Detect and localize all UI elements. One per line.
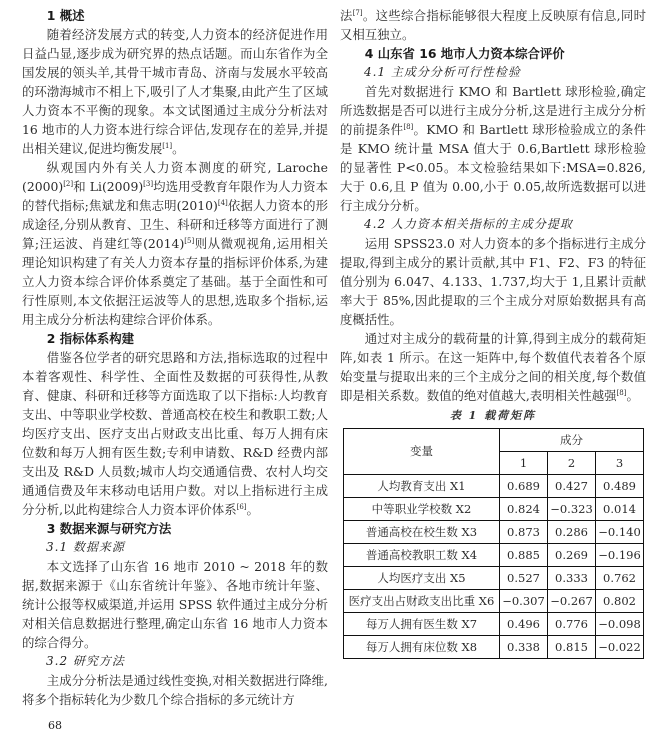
citation: [1]	[162, 141, 173, 150]
section-2-paragraph-1	[22, 348, 328, 519]
text: 。KMO 和 Bartlett 球形检验成立的条件是 KMO 统计量 MSA 值大于 0.6,Bartlett 球形检验的显著性 P<0.05。本文检验结果如下:MSA=0.826,大于 0.6,且 P 值为 0.00,小于 0.05,故所选数据可以进行主成分分析。	[340, 122, 646, 213]
text: 纵观国内外有关人力资本测度的研究, Laroche (2000)	[22, 160, 328, 194]
section-2-heading: 2 指标体系构建	[46, 331, 135, 346]
cell-component-3: −0.022	[596, 636, 644, 659]
cell-component-1: 0.885	[500, 544, 548, 567]
text: 通过对主成分的载荷量的计算,得到主成分的载荷矩阵,如表 1 所示。在这一矩阵中,每个数值代表着各个原始变量与提取出来的三个主成分之间的相关度,每个数值即是相关系数。数值的绝对值越大,表明相关性越强	[340, 331, 646, 403]
cell-component-3: 0.489	[596, 475, 644, 498]
text: 则从微观视角,运用相关理论知识构建了有关人力资本存量的指标评价体系,为建立人力资本综合评价体系奠定了基础。基于全面性和可行性原则,本文依据汪运波等人的思想,选取多个指标,运用主成分分析法构建综合评价体系。	[22, 236, 328, 327]
table-row	[344, 498, 644, 521]
cell-component-2: 0.776	[548, 613, 596, 636]
cell-component-2: 0.333	[548, 567, 596, 590]
cell-variable: 中等职业学校数 X2	[344, 498, 500, 521]
table-row	[344, 613, 644, 636]
table-caption: 表 1 载荷矩阵	[449, 409, 537, 422]
cell-variable: 每万人拥有床位数 X8	[344, 636, 500, 659]
citation: [2]	[63, 179, 74, 188]
header-component-1: 1	[500, 452, 548, 475]
section-4-2-paragraph-1: 运用 SPSS23.0 对人力资本的多个指标进行主成分提取,得到主成分的累计贡献,其中 F1、F2、F3 的特征值分别为 6.047、4.133、1.737,均大于 1,且累计贡献率大于 85%,因此提取的三个主成分对原始数据具有高度概括性。	[340, 236, 646, 327]
table-row	[344, 544, 644, 567]
table-row	[344, 567, 644, 590]
section-1-heading: 1 概述	[46, 8, 85, 23]
section-3-1-paragraph: 本文选择了山东省 16 地市 2010 ~ 2018 年的数据,数据来源于《山东省统计年鉴》、各地市统计年鉴、统计公报等权威渠道,并运用 SPSS 软件通过主成分分析对相关信息数据进行整理,确定山东省 16 地市人力资本的综合得分。	[22, 559, 328, 650]
cell-component-3: 0.014	[596, 498, 644, 521]
citation: [3]	[143, 179, 154, 188]
cell-component-3: −0.140	[596, 521, 644, 544]
cell-component-1: 0.496	[500, 613, 548, 636]
text: 。	[626, 388, 639, 403]
loading-matrix-table	[343, 428, 644, 659]
section-4-1-heading: 4.1 主成分分析可行性检验	[364, 65, 521, 79]
cell-variable: 人均教育支出 X1	[344, 475, 500, 498]
citation: [6]	[236, 502, 247, 511]
cell-component-2: 0.269	[548, 544, 596, 567]
section-4-2-heading: 4.2 人力资本相关指标的主成分提取	[364, 217, 573, 231]
table-row	[344, 636, 644, 659]
header-component-3: 3	[596, 452, 644, 475]
cell-variable: 普通高校在校生数 X3	[344, 521, 500, 544]
text: 借鉴各位学者的研究思路和方法,指标选取的过程中本着客观性、科学性、全面性及数据的可获得性,从教育、健康、科研和迁移等方面选取了以下指标:人均教育支出、中等职业学校数、普通高校在校生和教职工数;人均医疗支出、医疗支出占财政支出比重、每万人拥有床位数和每万人拥有医生数;专利申请数、R&D 经费内部支出及 R&D 人员数;城市人均交通通信费、农村人均交通通信费及年末移动电话用户数。对以上指标进行主成分分析,以此构建综合人力资本评价体系	[22, 350, 328, 517]
text: 。	[172, 141, 185, 156]
table-body	[344, 475, 644, 659]
cell-variable: 普通高校教职工数 X4	[344, 544, 500, 567]
cell-component-3: −0.098	[596, 613, 644, 636]
table-row	[344, 590, 644, 613]
section-1-paragraph-1	[22, 25, 328, 158]
section-3-2-heading: 3.2 研究方法	[46, 654, 125, 668]
cell-component-2: −0.323	[548, 498, 596, 521]
header-variable: 变量	[344, 429, 500, 475]
section-3-2-paragraph: 主成分分析法是通过线性变换,对相关数据进行降维,将多个指标转化为少数几个综合指标的多元统计方	[22, 673, 328, 707]
table-row	[344, 475, 644, 498]
cell-component-2: 0.815	[548, 636, 596, 659]
section-4-2-paragraph-2	[340, 329, 646, 405]
header-component: 成分	[500, 429, 644, 452]
citation: [8]	[616, 388, 627, 397]
text: 。这些综合指标能够很大程度上反映原有信息,同时又相互独立。	[340, 8, 647, 42]
table-header-row	[344, 429, 644, 452]
citation: [5]	[184, 236, 195, 245]
text: 和 Li(2009)	[73, 179, 144, 194]
cell-component-2: 0.427	[548, 475, 596, 498]
citation: [4]	[217, 198, 228, 207]
cell-component-1: 0.689	[500, 475, 548, 498]
section-4-heading: 4 山东省 16 地市人力资本综合评价	[364, 46, 565, 61]
cell-variable: 每万人拥有医生数 X7	[344, 613, 500, 636]
cell-component-2: −0.267	[548, 590, 596, 613]
cell-component-3: −0.196	[596, 544, 644, 567]
cell-component-1: 0.338	[500, 636, 548, 659]
header-component-2: 2	[548, 452, 596, 475]
section-3-1-heading: 3.1 数据来源	[46, 540, 125, 554]
text: 随着经济发展方式的转变,人力资本的经济促进作用日益凸显,逐步成为研究界的热点话题。而山东省作为全国发展的领头羊,其骨干城市青岛、济南与发展水平较高的环渤海城市不相上下,吸引了人才集聚,由此产生了区域人力资本不平衡的现象。本文试图通过主成分分析法对 16 地市的人力资本进行综合评估,发现存在的差异,并提出相关建议,促进均衡发展	[22, 27, 328, 156]
citation: [8]	[403, 122, 414, 131]
citation: [7]	[352, 8, 363, 17]
section-1-paragraph-2	[22, 158, 328, 329]
cell-component-3: 0.762	[596, 567, 644, 590]
cell-component-1: 0.873	[500, 521, 548, 544]
cell-variable: 医疗支出占财政支出比重 X6	[344, 590, 500, 613]
cell-component-1: −0.307	[500, 590, 548, 613]
cell-variable: 人均医疗支出 X5	[344, 567, 500, 590]
cell-component-3: 0.802	[596, 590, 644, 613]
text: 。	[246, 502, 259, 517]
cell-component-2: 0.286	[548, 521, 596, 544]
left-column	[22, 6, 328, 736]
table-row	[344, 521, 644, 544]
right-column	[340, 6, 646, 659]
page-number: 68	[48, 719, 62, 732]
section-4-1-paragraph	[340, 82, 646, 215]
section-3-heading: 3 数据来源与研究方法	[46, 521, 172, 536]
text: 依据人力资本的形成途径,分别从教育、卫生、科研和迁移等方面进行了测算;汪运波、肖建红等(2014)	[22, 198, 328, 251]
text: 首先对数据进行 KMO 和 Bartlett 球形检验,确定所选数据是否可以进行主成分分析,这是进行主成分分析的前提条件	[340, 84, 646, 137]
cell-component-1: 0.527	[500, 567, 548, 590]
continued-paragraph	[340, 6, 646, 44]
text: 均选用受教育年限作为人力资本的替代指标;焦斌龙和焦志明(2010)	[22, 179, 328, 213]
cell-component-1: 0.824	[500, 498, 548, 521]
text: 法	[340, 8, 353, 23]
